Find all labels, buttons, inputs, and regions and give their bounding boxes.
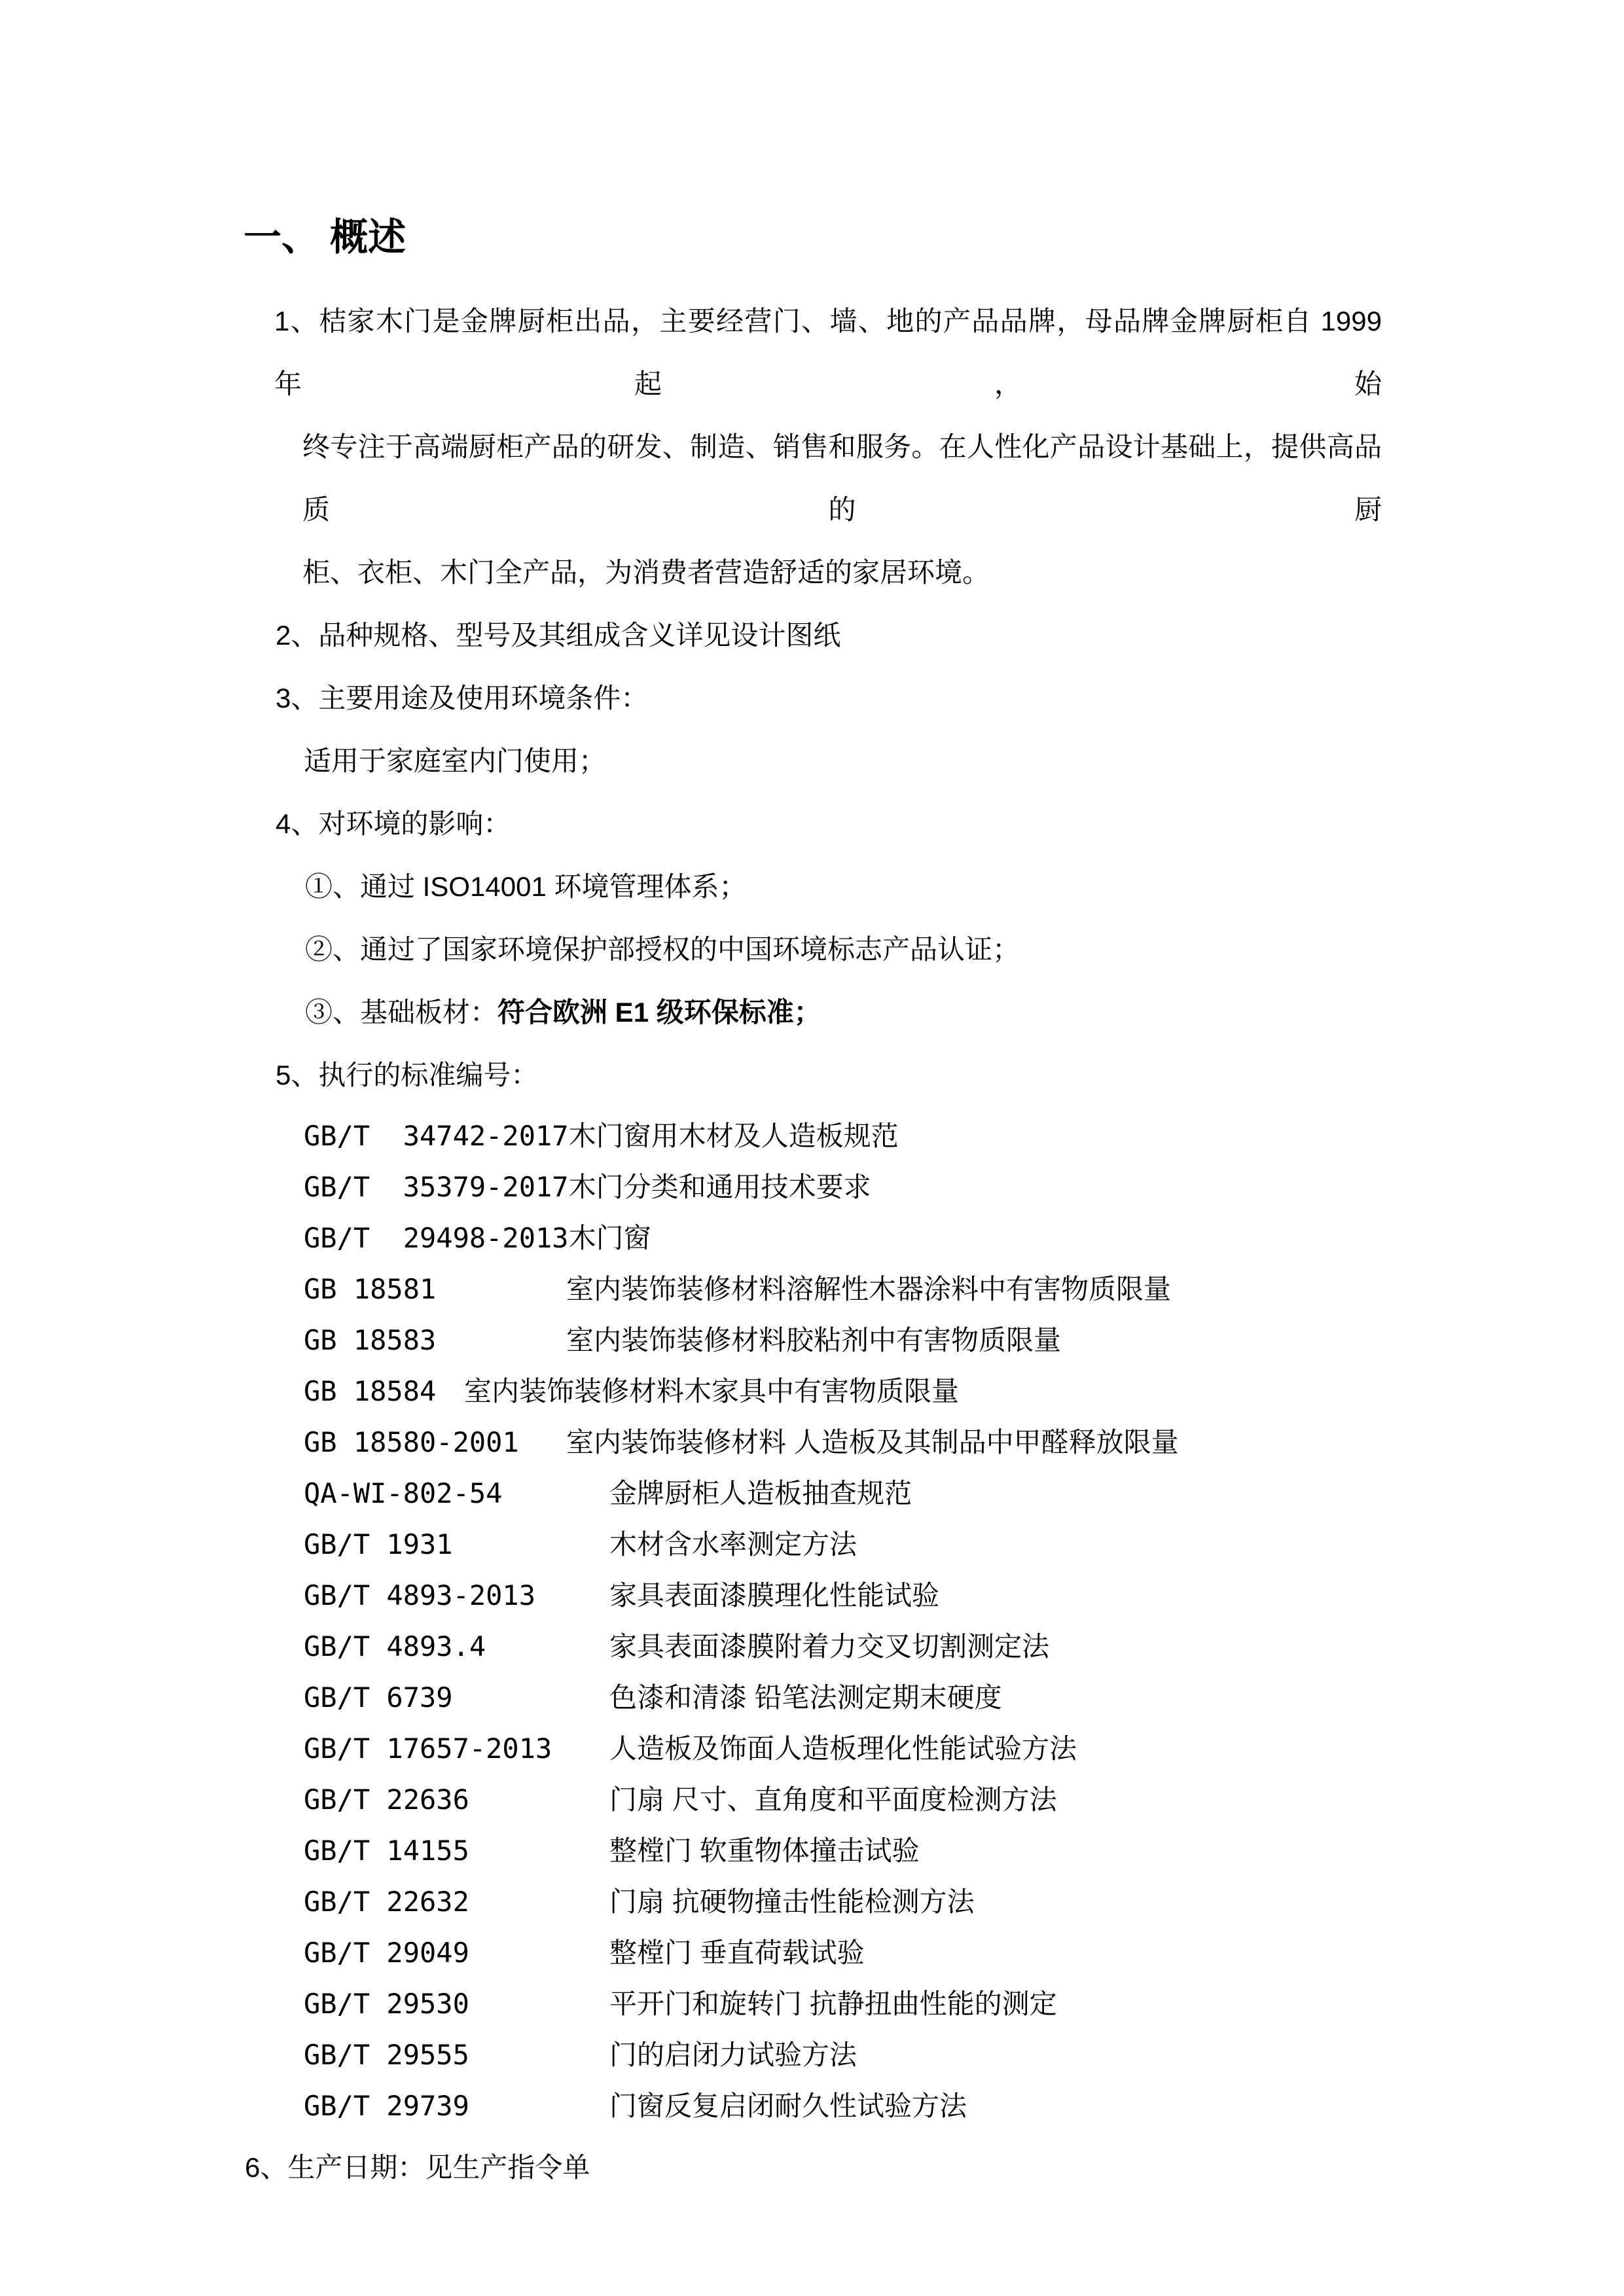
standard-row <box>304 1774 1624 1825</box>
section-title: 一、 概述 <box>244 216 406 259</box>
item-4-sub-3-lead: ③、基础板材： <box>305 997 498 1028</box>
standard-code: GB/T 29049 <box>304 1937 469 1969</box>
item-4-sub-3-bold-text: 符合欧洲 E1 级环保标准； <box>497 997 821 1028</box>
paragraph-1-line-2: 终专注于高端厨柜产品的研发、制造、销售和服务。在人性化产品设计基础上，提供高品质的厨 <box>302 431 1382 525</box>
standard-row <box>304 2030 1624 2081</box>
item-4-sub-2: ②、通过了国家环境保护部授权的中国环境标志产品认证； <box>305 934 1020 965</box>
standard-row <box>304 1213 1624 1264</box>
paragraph-1-line-1: 1、桔家木门是金牌厨柜出品，主要经营门、墙、地的产品品牌，母品牌金牌厨柜自 1999 年起，始 <box>274 306 1382 399</box>
standard-code: GB/T 22636 <box>304 1784 469 1816</box>
standard-desc: 木材含水率测定方法 <box>609 1529 857 1560</box>
standard-desc: 家具表面漆膜附着力交叉切割测定法 <box>609 1631 1050 1662</box>
standard-row <box>304 1876 1624 1928</box>
standard-desc: 木门窗用木材及人造板规范 <box>568 1121 899 1151</box>
standard-row <box>304 1825 1624 1876</box>
standard-desc: 平开门和旋转门 抗静扭曲性能的测定 <box>609 1988 1057 2019</box>
standard-desc: 木门分类和通用技术要求 <box>568 1172 871 1202</box>
standard-row <box>304 1979 1624 2030</box>
standard-code: GB/T 34742-2017 <box>304 1120 569 1152</box>
standard-desc: 门窗反复启闭耐久性试验方法 <box>609 2090 967 2121</box>
standard-row <box>304 1417 1624 1468</box>
standard-desc: 门扇 抗硬物撞击性能检测方法 <box>609 1886 975 1917</box>
item-4-sub-3 <box>305 981 1624 1044</box>
standard-row <box>304 1111 1624 1162</box>
standard-row <box>304 1621 1624 1672</box>
standard-code: GB 18584 <box>304 1375 437 1407</box>
standard-code: GB/T 29498-2013 <box>304 1222 569 1254</box>
standard-desc: 室内装饰装修材料胶粘剂中有害物质限量 <box>566 1325 1062 1355</box>
standard-code: GB/T 6739 <box>304 1681 453 1713</box>
standard-row <box>304 1723 1624 1774</box>
standard-desc: 门扇 尺寸、直角度和平面度检测方法 <box>609 1784 1057 1815</box>
standard-code: GB/T 29739 <box>304 2090 469 2122</box>
item-3-note: 适用于家庭室内门使用； <box>304 745 607 776</box>
standard-row <box>304 1672 1624 1723</box>
standard-row <box>304 1366 1624 1417</box>
standards-list <box>0 1111 1624 2132</box>
standard-row <box>304 2081 1624 2132</box>
standard-code: GB 18580-2001 <box>304 1426 519 1458</box>
standard-desc: 门的启闭力试验方法 <box>609 2039 857 2070</box>
standard-code: GB/T 14155 <box>304 1835 469 1867</box>
standard-code: GB 18581 <box>304 1273 437 1305</box>
item-4: 4、对环境的影响： <box>276 808 511 839</box>
standard-row <box>304 1315 1624 1366</box>
standard-desc: 室内装饰装修材料溶解性木器涂料中有害物质限量 <box>566 1274 1172 1304</box>
standard-desc: 家具表面漆膜理化性能试验 <box>609 1580 940 1611</box>
item-2: 2、品种规格、型号及其组成含义详见设计图纸 <box>276 620 841 651</box>
standard-desc: 室内装饰装修材料木家具中有害物质限量 <box>464 1376 960 1407</box>
paragraph-1-line-3: 柜、衣柜、木门全产品，为消费者营造舒适的家居环境。 <box>302 557 990 588</box>
standard-desc: 色漆和清漆 铅笔法测定期末硬度 <box>609 1682 1002 1713</box>
standard-desc: 室内装饰装修材料 人造板及其制品中甲醛释放限量 <box>566 1427 1179 1458</box>
standard-desc: 木门窗 <box>568 1223 651 1253</box>
standard-desc: 金牌厨柜人造板抽查规范 <box>609 1478 912 1509</box>
standard-code: GB 18583 <box>304 1324 437 1356</box>
standard-code: GB/T 29530 <box>304 1988 469 2020</box>
standard-code: GB/T 4893.4 <box>304 1630 486 1662</box>
standard-code: GB/T 22632 <box>304 1886 469 1918</box>
item-6: 6、生产日期：见生产指令单 <box>245 2152 590 2183</box>
standard-code: GB/T 35379-2017 <box>304 1171 569 1203</box>
standard-row <box>304 1928 1624 1979</box>
standard-desc: 整樘门 软重物体撞击试验 <box>609 1835 920 1866</box>
standard-code: GB/T 1931 <box>304 1528 453 1560</box>
standard-row <box>304 1162 1624 1213</box>
item-4-sub-1: ①、通过 ISO14001 环境管理体系； <box>305 871 747 902</box>
standard-row <box>304 1468 1624 1519</box>
standard-row <box>304 1570 1624 1621</box>
standard-row <box>304 1264 1624 1315</box>
item-3: 3、主要用途及使用环境条件： <box>276 683 649 713</box>
standard-code: GB/T 29555 <box>304 2039 469 2071</box>
standard-desc: 人造板及饰面人造板理化性能试验方法 <box>609 1733 1077 1764</box>
item-5: 5、执行的标准编号： <box>276 1060 539 1090</box>
standard-row <box>304 1519 1624 1570</box>
standard-code: GB/T 17657-2013 <box>304 1732 552 1765</box>
standard-desc: 整樘门 垂直荷载试验 <box>609 1937 865 1968</box>
standard-code: QA-WI-802-54 <box>304 1477 503 1509</box>
standard-code: GB/T 4893-2013 <box>304 1579 536 1611</box>
